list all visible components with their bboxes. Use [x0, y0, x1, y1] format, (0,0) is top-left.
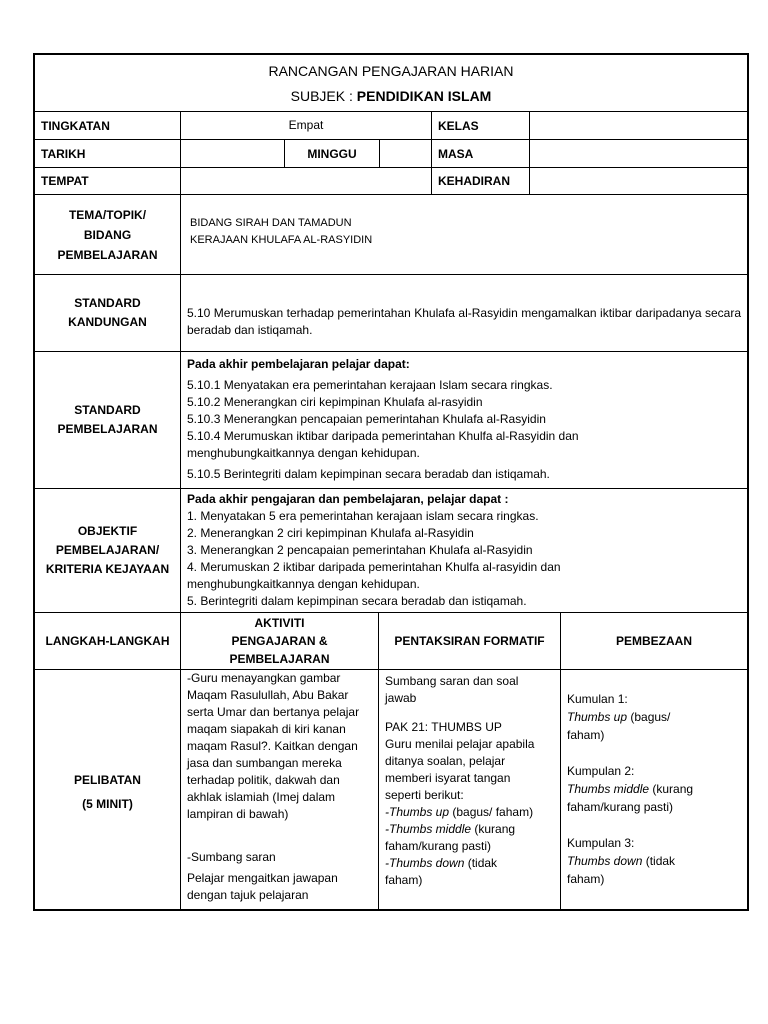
kumpulan-3-line: Thumbs down (tidak — [567, 854, 676, 868]
pelibatan-label — [35, 670, 180, 911]
kumpulan-3-label: Kumpulan 3: — [567, 836, 635, 850]
kehadiran-label: KEHADIRAN — [431, 168, 529, 194]
akt-line: -Sumbang saran — [187, 850, 276, 864]
pent-line: seperti berikut: — [385, 788, 464, 802]
masa-value — [529, 140, 747, 167]
akt-line: -Guru menayangkan gambar — [187, 671, 341, 685]
pelibatan-pentaksiran — [378, 670, 560, 911]
tema-line: KERAJAAN KHULAFA AL-RASYIDIN — [190, 234, 373, 246]
kumpulan-1-label: Kumulan 1: — [567, 692, 628, 706]
kumpulan-2-line-2: faham/kurang pasti) — [567, 800, 674, 814]
tingkatan-label: TINGKATAN — [41, 118, 110, 133]
standard-pembelajaran-row — [35, 352, 747, 489]
kumpulan-2-label: Kumpulan 2: — [567, 764, 635, 778]
obj-intro: Pada akhir pengajaran dan pembelajaran, pelajar dapat : — [187, 492, 509, 506]
kelas-value — [529, 112, 747, 139]
tempat-label: TEMPAT — [41, 174, 89, 188]
pelibatan-label-line: PELIBATAN — [74, 773, 141, 787]
objektif-label — [35, 489, 180, 612]
minggu-value — [379, 140, 431, 167]
pent-line: ditanya soalan, pelajar — [385, 754, 506, 768]
akt-line: Maqam Rasulullah, Abu Bakar — [187, 688, 349, 702]
obj-label-line: KRITERIA KEJAYAAN — [45, 562, 170, 576]
sp-item: 5.10.4 Merumuskan iktibar daripada pemerintahan Khulfa al-Rasyidin dan — [187, 429, 579, 443]
kumpulan-3-line-2: faham) — [567, 872, 605, 886]
header-row — [35, 55, 747, 112]
pelibatan-row — [35, 670, 747, 911]
sp-item: 5.10.2 Menerangkan ciri kepimpinan Khulafa al-rasyidin — [187, 395, 483, 409]
akt-line: serta Umar dan bertanya pelajar — [187, 705, 360, 719]
standard-kandungan-text — [180, 275, 747, 351]
sk-label-line: STANDARD — [74, 296, 141, 310]
pent-line: memberi isyarat tangan — [385, 771, 511, 785]
tema-line: BIDANG SIRAH DAN TAMADUN — [190, 217, 352, 229]
masa-label: MASA — [431, 140, 529, 167]
obj-item: 5. Berintegriti dalam kepimpinan secara beradab dan istiqamah. — [187, 594, 527, 608]
standard-kandungan-label — [35, 275, 180, 351]
tema-row — [35, 195, 747, 275]
sp-intro: Pada akhir pembelajaran pelajar dapat: — [187, 357, 410, 371]
plan-title: RANCANGAN PENGAJARAN HARIAN — [268, 63, 514, 79]
sp-item: 5.10.1 Menyatakan era pemerintahan kerajaan Islam secara ringkas. — [187, 378, 553, 392]
kehadiran-value — [529, 168, 747, 194]
column-header-row — [35, 613, 747, 670]
aktiviti-header-line: PENGAJARAN & — [231, 634, 328, 648]
thumbs-up-line: -Thumbs up (bagus/ faham) — [385, 805, 534, 819]
akt-line: maqam siapakah di kiri kanan — [187, 722, 346, 736]
standard-kandungan-row — [35, 275, 747, 352]
kumpulan-1-line: Thumbs up (bagus/ — [567, 710, 671, 724]
subject-prefix: SUBJEK : — [290, 88, 353, 104]
tema-label — [35, 195, 180, 274]
akt-line: akhlak islamiah (Imej dalam — [187, 790, 336, 804]
thumbs-down-line: -Thumbs down (tidak — [385, 856, 498, 870]
akt-line: dengan tajuk pelajaran — [187, 888, 309, 902]
obj-item: 2. Menerangkan 2 ciri kepimpinan Khulafa al-Rasyidin — [187, 526, 474, 540]
sp-item: menghubungkaitkannya dengan kehidupan. — [187, 446, 420, 460]
tarikh-label: TARIKH — [41, 146, 86, 161]
objektif-row — [35, 489, 747, 613]
akt-line: jasa dan sumbangan mereka — [187, 756, 342, 770]
akt-line: maqam Rasul?. Kaitkan dengan — [187, 739, 358, 753]
obj-label-line: PEMBELAJARAN/ — [55, 543, 160, 557]
standard-pembelajaran-label — [35, 352, 180, 488]
sp-label-line: STANDARD — [74, 403, 141, 417]
thumbs-middle-line: -Thumbs middle (kurang — [385, 822, 516, 836]
minggu-label: MINGGU — [284, 140, 379, 167]
objektif-list — [180, 489, 747, 612]
pentaksiran-header: PENTAKSIRAN FORMATIF — [378, 613, 560, 669]
tingkatan-value: Empat — [180, 112, 431, 139]
langkah-header: LANGKAH-LANGKAH — [45, 634, 170, 648]
tarikh-value — [180, 140, 284, 167]
tempat-row — [35, 168, 747, 195]
kelas-label: KELAS — [431, 112, 529, 139]
tema-label-line: TEMA/TOPIK/ — [68, 208, 147, 222]
kumpulan-1-line-2: faham) — [567, 728, 605, 742]
tingkatan-row — [35, 112, 747, 140]
pelibatan-label-line: (5 MINIT) — [82, 797, 133, 811]
akt-line: Pelajar mengaitkan jawapan — [187, 871, 338, 885]
sk-text: 5.10 Merumuskan terhadap pemerintahan Khulafa al-Rasyidin mengamalkan iktibar daripadanya secara beradab dan istiqamah. — [187, 306, 741, 337]
tarikh-row — [35, 140, 747, 168]
sp-item: 5.10.5 Berintegriti dalam kepimpinan secara beradab dan istiqamah. — [187, 467, 550, 481]
kumpulan-2-line: Thumbs middle (kurang — [567, 782, 694, 796]
standard-pembelajaran-list — [180, 352, 747, 488]
pent-line: Sumbang saran dan soal — [385, 674, 519, 688]
sp-label-line: PEMBELAJARAN — [57, 422, 158, 436]
aktiviti-header-line: AKTIVITI — [254, 616, 305, 630]
pelibatan-aktiviti — [180, 670, 378, 911]
tema-label-line: PEMBELAJARAN — [57, 248, 158, 262]
tempat-value — [180, 168, 431, 194]
thumbs-down-line-2: faham) — [385, 873, 423, 887]
pak-label: PAK 21: THUMBS UP — [385, 720, 502, 734]
subject-line — [35, 88, 747, 104]
pelibatan-pembezaan — [560, 670, 747, 911]
obj-label-line: OBJEKTIF — [77, 524, 138, 538]
sp-item: 5.10.3 Menerangkan pencapaian pemerintahan Khulafa al-Rasyidin — [187, 412, 546, 426]
subject-value: PENDIDIKAN ISLAM — [356, 88, 492, 104]
obj-item: 3. Menerangkan 2 pencapaian pemerintahan Khulafa al-Rasyidin — [187, 543, 533, 557]
akt-line: terhadap politik, dakwah dan — [187, 773, 340, 787]
tema-content — [180, 195, 747, 274]
aktiviti-header — [180, 613, 378, 669]
obj-item: 4. Merumuskan 2 iktibar daripada pemerintahan Khulfa al-rasyidin dan — [187, 560, 561, 574]
obj-item: menghubungkaitkannya dengan kehidupan. — [187, 577, 420, 591]
sk-label-line: KANDUNGAN — [68, 315, 147, 329]
tema-label-line: BIDANG — [83, 228, 132, 242]
aktiviti-header-line: PEMBELAJARAN — [229, 652, 330, 666]
thumbs-middle-line-2: faham/kurang pasti) — [385, 839, 492, 853]
obj-item: 1. Menyatakan 5 era pemerintahan kerajaan islam secara ringkas. — [187, 509, 539, 523]
pent-line: jawab — [385, 691, 417, 705]
pembezaan-header: PEMBEZAAN — [560, 613, 747, 669]
akt-line: lampiran di bawah) — [187, 807, 289, 821]
lesson-plan-table — [33, 53, 749, 911]
pent-line: Guru menilai pelajar apabila — [385, 737, 535, 751]
